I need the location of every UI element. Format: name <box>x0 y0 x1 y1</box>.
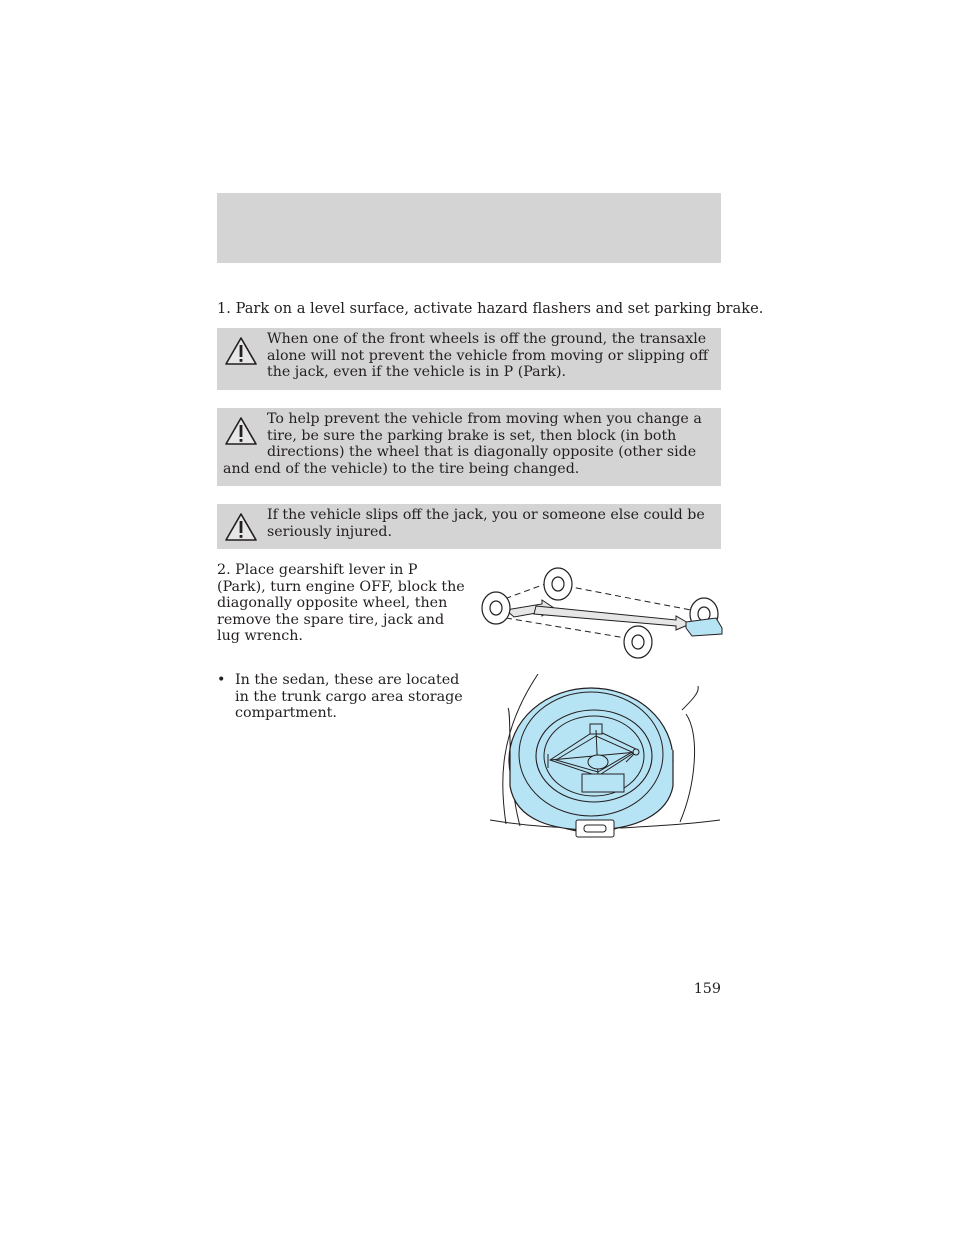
spare-tire-trunk-illustration <box>486 674 724 842</box>
warning-triangle-icon <box>224 416 258 446</box>
bullet-text: In the sedan, these are located in the trunk cargo area storage compartment. <box>235 672 463 722</box>
warning-box-1 <box>217 328 721 390</box>
warning-box-2 <box>217 408 721 486</box>
warning-box-3 <box>217 504 721 549</box>
warning-triangle-icon <box>224 336 258 366</box>
diagonal-wheel-block-illustration <box>476 562 724 662</box>
warning-triangle-icon <box>224 512 258 542</box>
warning-text-2: To help prevent the vehicle from moving when you change a tire, be sure the parking brake is set, then block (in both directions) the wheel that is diagonally opposite (other side and end of the vehicle) to the tire being changed. <box>223 411 702 477</box>
warning-text-3: If the vehicle slips off the jack, you or someone else could be seriously injured. <box>267 507 705 540</box>
bullet-symbol: • <box>217 672 226 688</box>
warning-text-1: When one of the front wheels is off the ground, the transaxle alone will not prevent the vehicle from moving or slipping off the jack, even if the vehicle is in P (Park). <box>267 331 709 381</box>
step-2-text <box>217 562 467 645</box>
page-number: 159 <box>693 981 721 997</box>
bullet-item <box>217 672 472 722</box>
step-2-paragraph: 2. Place gearshift lever in P (Park), turn engine OFF, block the diagonally opposite wheel, then remove the spare tire, jack and lug wrench. <box>217 562 465 645</box>
step-1-text: 1. Park on a level surface, activate hazard flashers and set parking brake. <box>217 300 764 317</box>
section-header-band <box>217 193 721 263</box>
